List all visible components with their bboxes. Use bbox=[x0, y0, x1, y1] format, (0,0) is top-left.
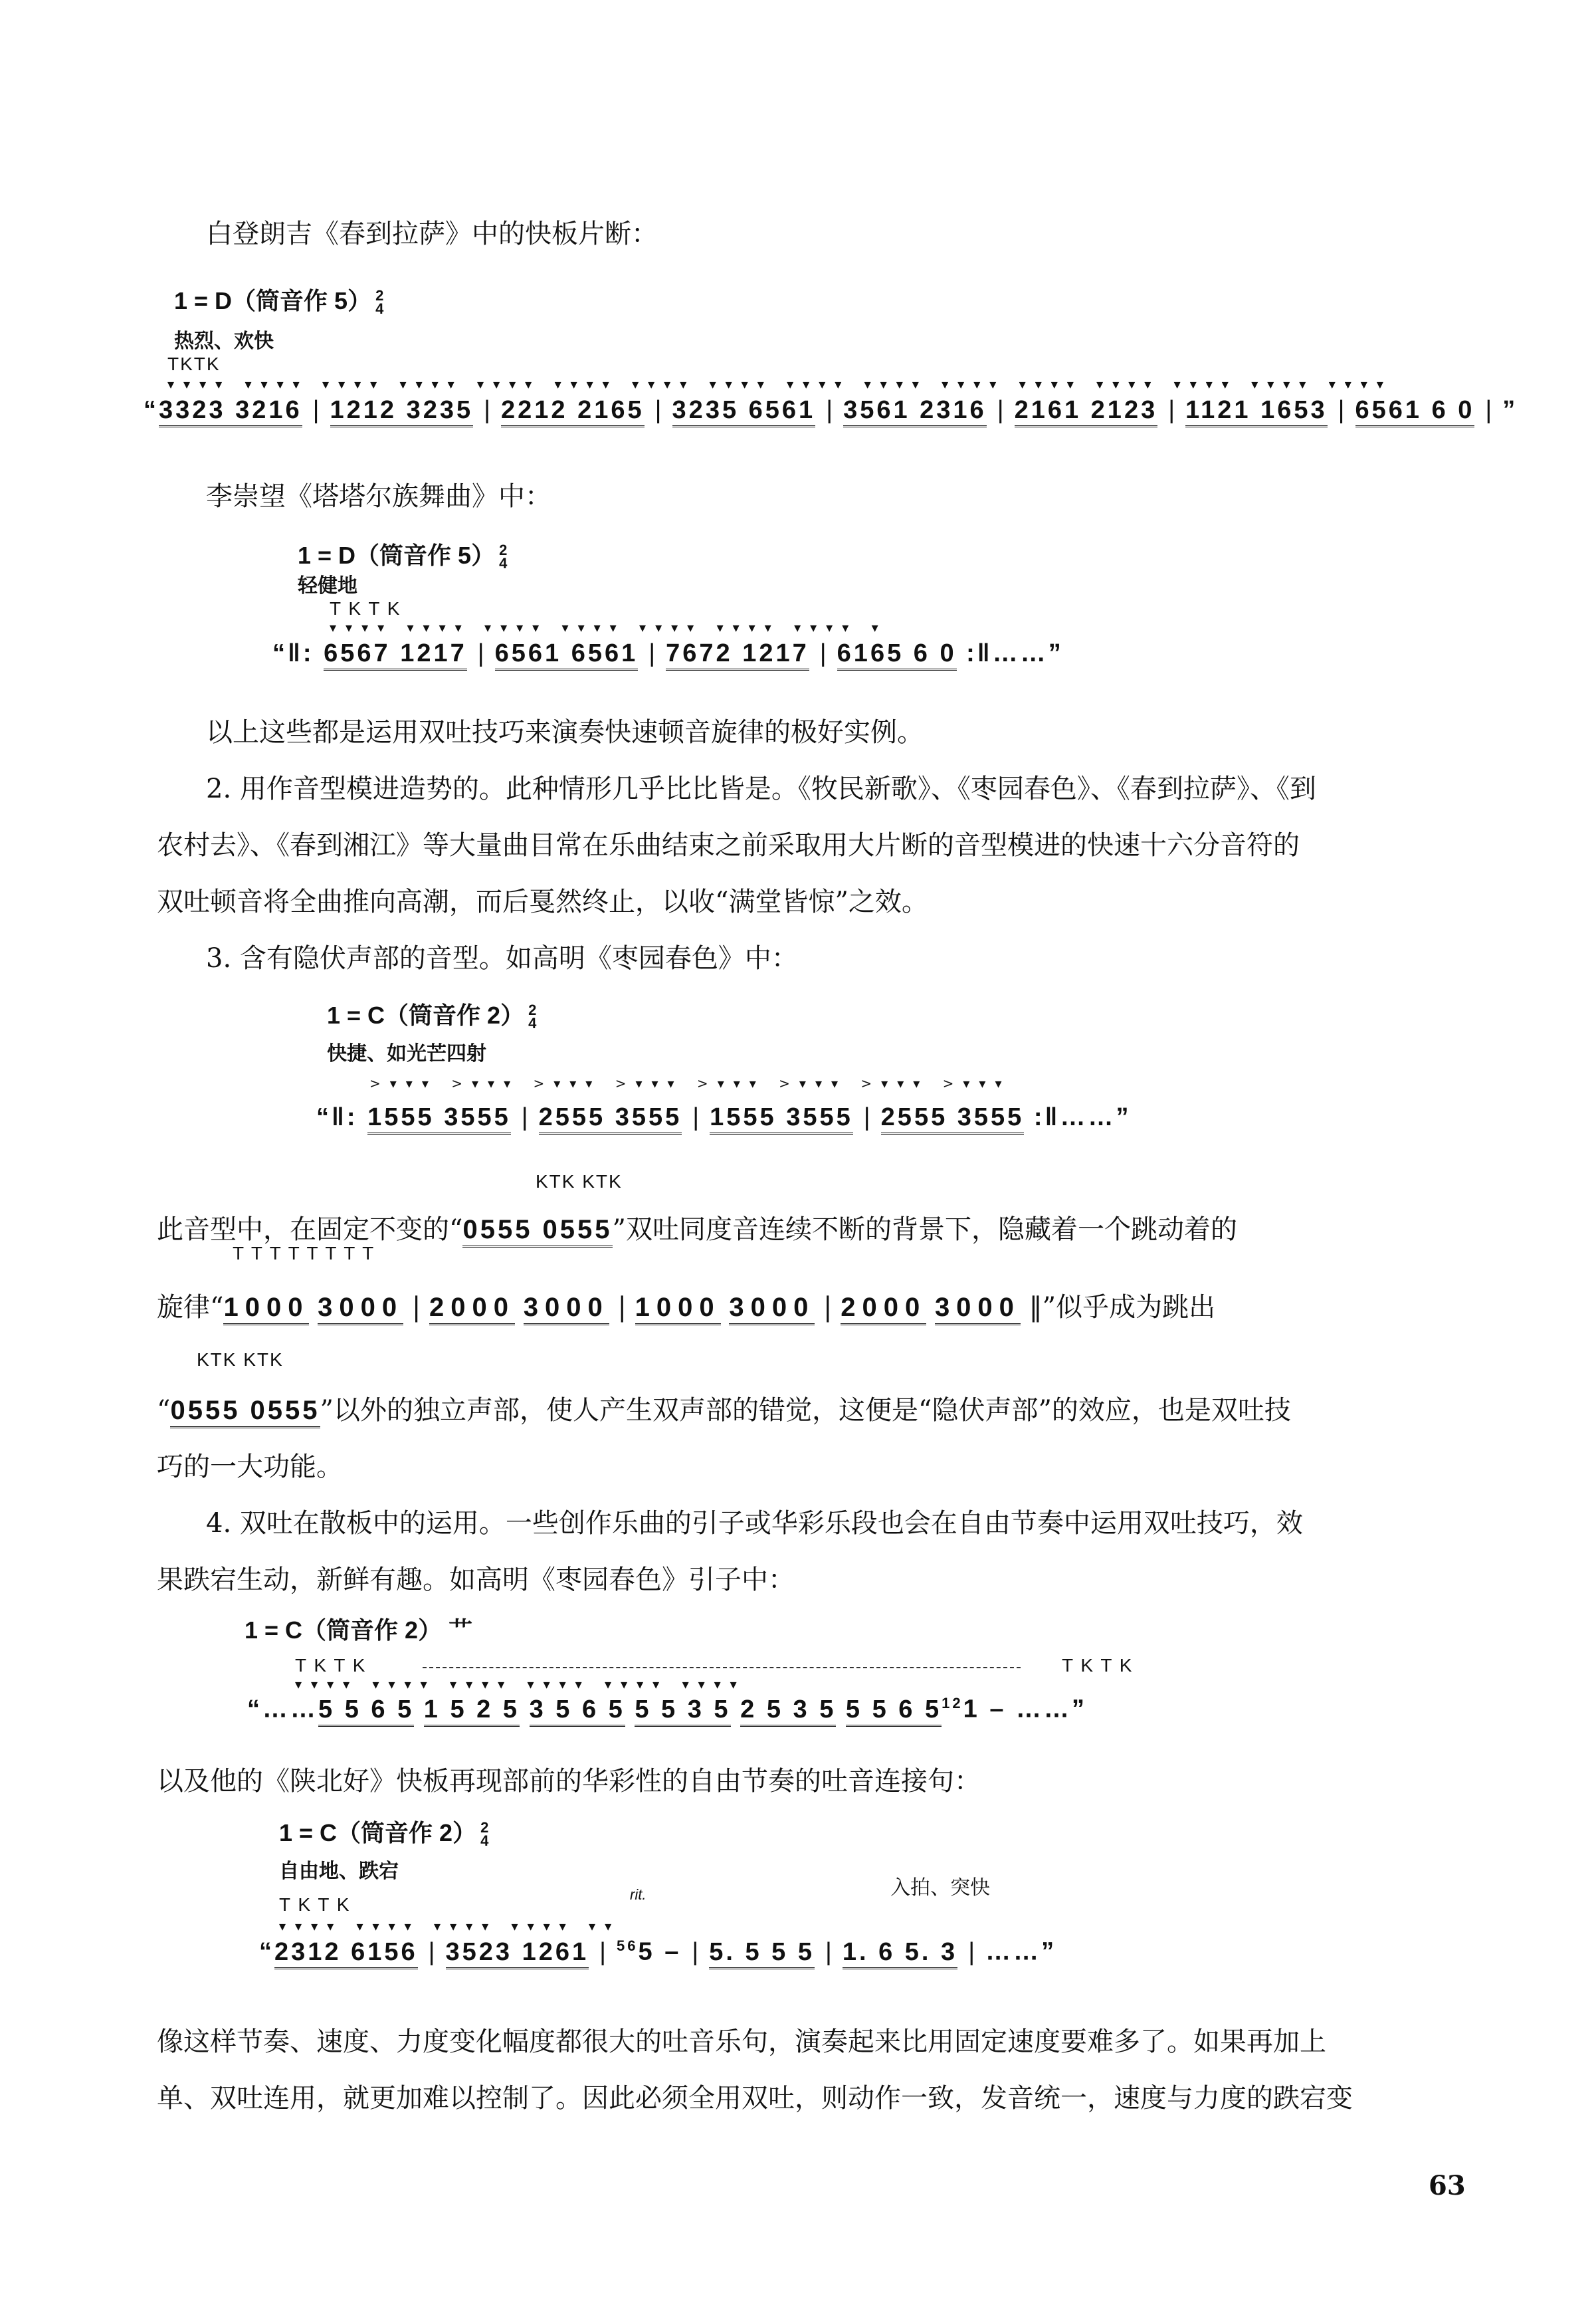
ex1-tempo: 热烈、欢快 bbox=[174, 330, 274, 352]
ex1-measure: 2212 2165 bbox=[501, 396, 645, 427]
hidden-voice-line-3: “0555 0555”以外的独立声部，使人产生双声部的错觉，这便是“隐伏声部”的效应，也是双吐技 bbox=[157, 1389, 1291, 1427]
ex1-key-signature bbox=[174, 282, 383, 316]
page-number: 63 bbox=[1429, 2170, 1466, 2201]
point-2-line-1: 2. 用作音型模进造势的。此种情形几乎比比皆是。《牧民新歌》、《枣园春色》、《春到拉萨》、《到 bbox=[206, 774, 1316, 804]
ex2-measure: 6567 1217 bbox=[324, 639, 467, 671]
hidden-voice-line-4: 巧的一大功能。 bbox=[157, 1452, 343, 1482]
inline-melody-note: 3000 bbox=[729, 1293, 815, 1325]
ex2-staccato-marks: ▾▾▾▾ ▾▾▾▾ ▾▾▾▾ ▾▾▾▾ ▾▾▾▾ ▾▾▾▾ ▾▾▾▾ ▾ bbox=[330, 619, 888, 635]
ex5-time-signature: 2 4 bbox=[480, 1819, 489, 1850]
ex4-grace: 12 bbox=[942, 1695, 963, 1711]
ex4-free-rhythm-mark: 艹 bbox=[449, 1616, 473, 1644]
ex1-notes: “3323 3216 | 1212 3235 | 2212 2165 | 3235 6561 | 3561 2316 | 2161 2123 | 1121 1653 | 6561 6 0 | ” bbox=[144, 396, 1518, 425]
hidden-voice-line-1: 此音型中，在固定不变的“0555 0555”双吐同度音连续不断的背景下，隐藏着一个跳动着的 bbox=[157, 1208, 1237, 1246]
inline-melody-articulation: T T T T T T T T bbox=[233, 1243, 375, 1263]
ex1-measure: 3561 2316 bbox=[843, 396, 987, 427]
ex2-time-signature: 2 4 bbox=[499, 542, 508, 572]
ex2-articulation: T K T K bbox=[330, 598, 401, 619]
ex2-measure: 7672 1217 bbox=[666, 639, 809, 671]
ex2-tempo: 轻健地 bbox=[298, 575, 357, 597]
intro-paragraph-1: 白登朗吉《春到拉萨》中的快板片断： bbox=[206, 219, 658, 249]
ex4-notes: “……5 5 6 5 1 5 2 5 3 5 6 5 5 5 3 5 2 5 3 5 5 5 6 $5^{12}1$ – ……” bbox=[247, 1695, 1087, 1724]
ex1-measure: 1121 1653 bbox=[1185, 396, 1328, 427]
ex1-time-signature: 2 4 bbox=[375, 287, 384, 318]
ex5-key: 1 = C（筒音作 2） bbox=[279, 1819, 477, 1846]
ex4-group: 1 5 2 5 bbox=[424, 1695, 520, 1727]
final-paragraph-line-2: 单、双吐连用，就更加难以控制了。因此必须全用双吐，则动作一致，发音统一，速度与力度的跌宕变 bbox=[157, 2083, 1353, 2114]
ex4-group: 5 5 3 5 bbox=[635, 1695, 730, 1727]
final-paragraph-line-1: 像这样节奏、速度、力度变化幅度都很大的吐音乐句，演奏起来比用固定速度要难多了。如果再加上 bbox=[157, 2026, 1326, 2057]
point-4-line-1: 4. 双吐在散板中的运用。一些创作乐曲的引子或华彩乐段也会在自由节奏中运用双吐技巧，效 bbox=[206, 1508, 1303, 1539]
ex1-measure: 1212 3235 bbox=[330, 396, 474, 427]
inline-melody-note: 3000 bbox=[935, 1293, 1021, 1325]
inline-melody-note: 3000 bbox=[318, 1293, 403, 1325]
ex5-measure: 5. 5 5 5 bbox=[709, 1938, 815, 1969]
ex3-key-signature bbox=[327, 997, 536, 1031]
ex3-measure: 2555 3555 bbox=[881, 1103, 1025, 1135]
ex5-measure: 2312 6156 bbox=[274, 1938, 418, 1969]
ex3-measure: 1555 3555 bbox=[367, 1103, 511, 1135]
ex1-articulation: TKTK bbox=[167, 354, 221, 374]
point-4-line-2: 果跌宕生动，新鲜有趣。如高明《枣园春色》引子中： bbox=[157, 1565, 795, 1595]
inline-bg-articulation: KTK KTK bbox=[536, 1171, 623, 1192]
ex1-measure: 2161 2123 bbox=[1015, 396, 1158, 427]
ex3-accent-marks: >▾▾▾ >▾▾▾ >▾▾▾ >▾▾▾ >▾▾▾ >▾▾▾ >▾▾▾ >▾▾▾ bbox=[369, 1075, 1011, 1091]
inline-melody-note: 3000 bbox=[524, 1293, 609, 1325]
ex5-articulation: T K T K bbox=[279, 1894, 351, 1915]
ex5-tempo: 自由地、跌宕 bbox=[279, 1860, 399, 1882]
ex4-articulation-start: T K T K bbox=[295, 1655, 367, 1676]
ex3-measure: 1555 3555 bbox=[710, 1103, 853, 1135]
hidden-voice-line-2: 旋律“1000 3000 | 2000 3000 | 1000 3000 | 2000 3000 ‖”似乎成为跳出 bbox=[157, 1286, 1215, 1324]
ex4-group: 2 5 3 5 bbox=[740, 1695, 836, 1727]
ex4-key-signature: 1 = C（筒音作 2） 艹 bbox=[245, 1616, 473, 1644]
ex1-measure: 6561 6 0 bbox=[1355, 396, 1475, 427]
ex3-key: 1 = C（筒音作 2） bbox=[327, 1002, 525, 1029]
ex2-measure: 6165 6 0 bbox=[837, 639, 957, 671]
ex4-staccato-marks: ▾▾▾▾ ▾▾▾▾ ▾▾▾▾ ▾▾▾▾ ▾▾▾▾ ▾▾▾▾ bbox=[295, 1676, 746, 1692]
ex1-staccato-marks: ▾▾▾▾ ▾▾▾▾ ▾▾▾▾ ▾▾▾▾ ▾▾▾▾ ▾▾▾▾ ▾▾▾▾ ▾▾▾▾ ▾▾▾▾ ▾▾▾▾ ▾▾▾▾ ▾▾▾▾ ▾▾▾▾ ▾▾▾▾ ▾▾▾▾ ▾▾▾▾ bbox=[167, 376, 1393, 392]
intro-paragraph-2: 李崇望《塔塔尔族舞曲》中： bbox=[206, 481, 551, 512]
ex4-group: 5 5 6 5 bbox=[318, 1695, 414, 1727]
point-3-heading: 3. 含有隐伏声部的音型。如高明《枣园春色》中： bbox=[206, 943, 798, 974]
ex3-measure: 2555 3555 bbox=[539, 1103, 682, 1135]
ex5-enter-beat: 入拍、突快 bbox=[890, 1877, 990, 1899]
summary-paragraph: 以上这些都是运用双吐技巧来演奏快速顿音旋律的极好实例。 bbox=[206, 717, 924, 748]
ex3-tempo: 快捷、如光芒四射 bbox=[327, 1043, 486, 1065]
inline-melody-note: 1000 bbox=[223, 1293, 309, 1325]
ex3-notes: “‖: 1555 3555 | 2555 3555 | 1555 3555 | 2555 3555 :‖……” bbox=[316, 1103, 1131, 1132]
ex5-rit-mark: rit. bbox=[630, 1886, 647, 1903]
point-2-line-2: 农村去》、《春到湘江》等大量曲目常在乐曲结束之前采取用大片断的音型模进的快速十六分音符的 bbox=[157, 830, 1300, 861]
inline-melody-note: 1000 bbox=[635, 1293, 721, 1325]
ex1-measure: 3235 6561 bbox=[672, 396, 816, 427]
ex5-staccato-marks: ▾▾▾▾ ▾▾▾▾ ▾▾▾▾ ▾▾▾▾ ▾▾ bbox=[279, 1918, 621, 1934]
inline-melody-note: 2000 bbox=[429, 1293, 515, 1325]
ex1-key: 1 = D（筒音作 5） bbox=[174, 287, 372, 314]
ex2-measure: 6561 6561 bbox=[495, 639, 639, 671]
cadenza-intro: 以及他的《陕北好》快板再现部前的华彩性的自由节奏的吐音连接句： bbox=[157, 1766, 981, 1797]
ex4-articulation-end: T K T K bbox=[1062, 1655, 1134, 1676]
ex4-group: 3 5 6 5 bbox=[530, 1695, 625, 1727]
ex5-notes: “2312 6156 | 3523 1261 | $^{56}$5 – | 5. 5 5 5 | 1. 6 5. 3 | ……” bbox=[259, 1937, 1056, 1967]
inline-bg-articulation-2: KTK KTK bbox=[197, 1349, 284, 1370]
ex4-group: 5 5 6 5 bbox=[846, 1695, 942, 1727]
point-2-line-3: 双吐顿音将全曲推向高潮，而后戛然终止，以收“满堂皆惊”之效。 bbox=[157, 887, 928, 917]
ex2-notes: “‖: 6567 1217 | 6561 6561 | 7672 1217 | 6165 6 0 :‖……” bbox=[272, 639, 1064, 668]
ex2-key: 1 = D（筒音作 5） bbox=[298, 542, 496, 569]
ex1-measure: 3323 3216 bbox=[159, 396, 302, 427]
ex5-grace: 56 bbox=[617, 1937, 639, 1954]
ex3-time-signature: 2 4 bbox=[528, 1002, 537, 1032]
ex4-dashed-line bbox=[423, 1667, 1021, 1668]
ex5-measure: 1. 6 5. 3 bbox=[843, 1938, 957, 1969]
inline-background-notes: 0555 0555 bbox=[462, 1215, 612, 1248]
inline-background-notes-2: 0555 0555 bbox=[170, 1396, 320, 1428]
ex5-measure: 5 – bbox=[638, 1937, 682, 1966]
ex2-key-signature bbox=[298, 537, 507, 571]
ex5-key-signature bbox=[279, 1814, 488, 1848]
ex5-measure: 3523 1261 bbox=[446, 1938, 589, 1969]
inline-melody-note: 2000 bbox=[841, 1293, 926, 1325]
